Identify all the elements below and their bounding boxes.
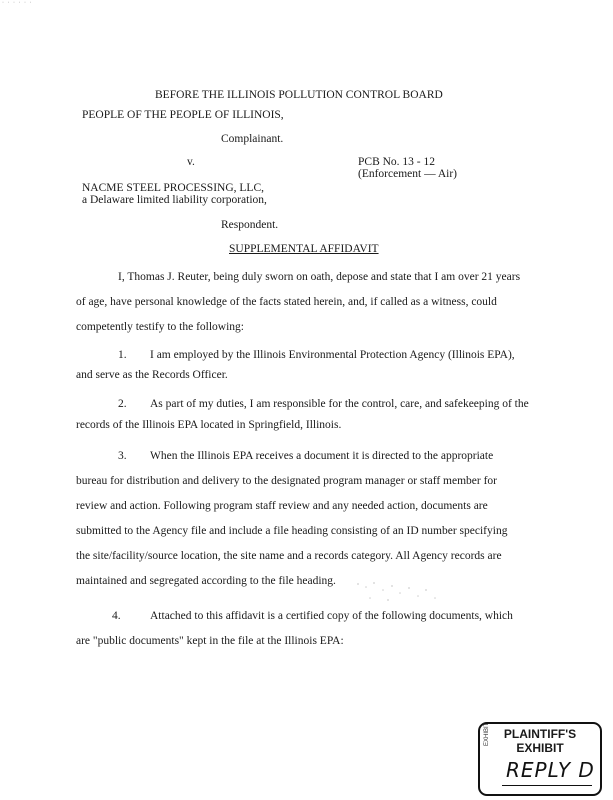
- paragraph-line: maintained and segregated according to the file heading.: [76, 575, 336, 587]
- board-heading: BEFORE THE ILLINOIS POLLUTION CONTROL BOARD: [155, 89, 443, 101]
- paragraph-line: bureau for distribution and delivery to the designated program manager or staff member for: [76, 475, 497, 487]
- defendant-name: NACME STEEL PROCESSING, LLC,: [82, 182, 264, 194]
- case-number: PCB No. 13 - 12: [358, 156, 435, 168]
- versus-label: v.: [187, 156, 195, 168]
- respondent-label: Respondent.: [221, 219, 279, 231]
- exhibit-handwritten-label: REPLY D: [506, 758, 595, 782]
- paragraph-line: are "public documents" kept in the file at the Illinois EPA:: [76, 635, 344, 647]
- intro-line: competently testify to the following:: [76, 321, 244, 333]
- exhibit-title-line1: PLAINTIFF'S: [503, 727, 577, 741]
- paragraph-number: 1.: [118, 349, 127, 361]
- paragraph-number: 2.: [118, 398, 127, 410]
- paragraph-line: review and action. Following program staff review and any needed action, documents are: [76, 500, 488, 512]
- paragraph-number: 3.: [118, 450, 127, 462]
- document-title: SUPPLEMENTAL AFFIDAVIT: [229, 243, 379, 255]
- complainant-label: Complainant.: [221, 133, 284, 145]
- intro-line: I, Thomas J. Reuter, being duly sworn on oath, depose and state that I am over 21 years: [118, 271, 521, 283]
- paragraph-line: As part of my duties, I am responsible for the control, care, and safekeeping of the: [150, 398, 529, 410]
- defendant-description: a Delaware limited liability corporation,: [82, 194, 267, 206]
- plaintiff-name: PEOPLE OF THE PEOPLE OF ILLINOIS,: [82, 109, 284, 121]
- paragraph-line: and serve as the Records Officer.: [76, 369, 228, 381]
- paragraph-line: I am employed by the Illinois Environmental Protection Agency (Illinois EPA),: [150, 349, 515, 361]
- faint-stamp-mark: [352, 578, 442, 604]
- paragraph-line: submitted to the Agency file and include a file heading consisting of an ID number specifying: [76, 525, 508, 537]
- paragraph-line: records of the Illinois EPA located in Springfield, Illinois.: [76, 419, 342, 431]
- paragraph-line: the site/facility/source location, the site name and a records category. All Agency records are: [76, 550, 502, 562]
- exhibit-signature-line: [502, 785, 592, 786]
- exhibit-sticker: [478, 722, 602, 796]
- paragraph-number: 4.: [112, 610, 121, 622]
- paragraph-line: Attached to this affidavit is a certified copy of the following documents, which: [150, 610, 513, 622]
- exhibit-side-text: EXHIBIT: [484, 722, 490, 746]
- scan-mark: · · · · · ·: [2, 0, 33, 6]
- exhibit-title-line2: EXHIBIT: [516, 741, 564, 755]
- intro-line: of age, have personal knowledge of the facts stated herein, and, if called as a witness, could: [76, 296, 497, 308]
- case-type: (Enforcement — Air): [358, 168, 457, 180]
- paragraph-line: When the Illinois EPA receives a document it is directed to the appropriate: [150, 450, 494, 462]
